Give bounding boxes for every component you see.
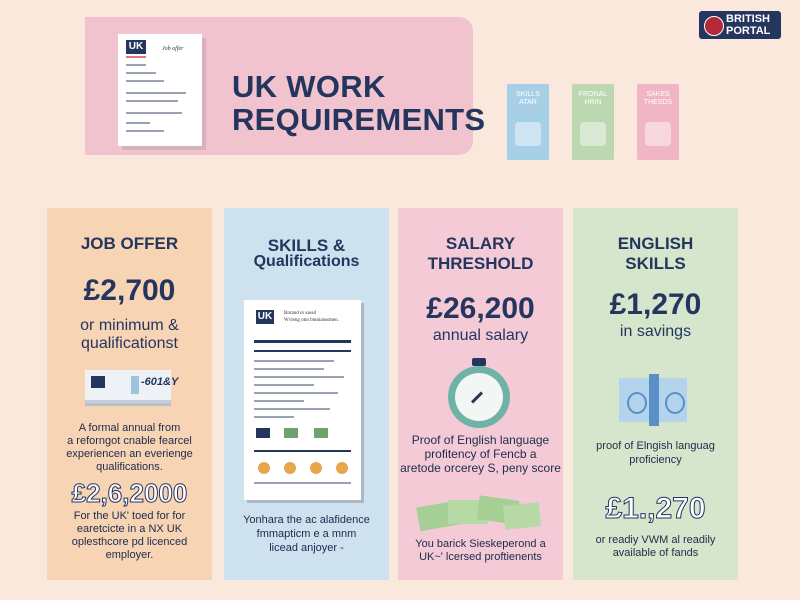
british-portal-logo[interactable]: [699, 11, 781, 39]
uk-logo: UK: [126, 40, 146, 54]
title-line-1: UK WORK: [232, 69, 386, 104]
book-title: SKILLS ATAR: [516, 91, 540, 106]
text-line: [254, 350, 351, 352]
text-line: [126, 64, 146, 66]
text-line: [254, 340, 351, 343]
uk-logo: UK: [257, 311, 273, 322]
text-line: [126, 72, 156, 74]
footnote-line: employer.: [105, 549, 154, 561]
book-frontal: [572, 84, 614, 160]
text-line: [126, 130, 164, 132]
text-line: [126, 80, 164, 82]
amount-secondary: £2,6,2000: [71, 478, 188, 508]
column-heading-line-2: THRESHOLD: [427, 254, 534, 273]
book-sakes: [637, 84, 679, 160]
text-line: [254, 416, 294, 418]
column-heading: SKILLS &: [267, 236, 346, 255]
open-book-icon: [515, 122, 541, 146]
subtitle-line-1: annual salary: [432, 327, 529, 344]
subtitle-line-1: in savings: [619, 323, 692, 340]
description-line: A formal annual from: [78, 422, 181, 434]
amount: £26,200: [426, 292, 535, 325]
column-english-skills: [573, 208, 738, 580]
savings-money-stack-icon: [619, 374, 687, 426]
column-heading: JOB OFFER: [80, 234, 179, 253]
footnote-line: earetcicte in a NX UK: [76, 523, 183, 535]
chart-icon: [284, 428, 298, 438]
banknotes-illustration: [85, 370, 179, 408]
description-line: qualifications.: [96, 461, 163, 473]
text-line: [126, 122, 150, 124]
column-heading: ENGLISH: [617, 234, 694, 253]
column-job-offer: [47, 208, 212, 580]
footnote-line: UK~' lcersed proftienents: [419, 551, 542, 563]
description-line: proficiency: [629, 454, 682, 466]
text-line: [126, 92, 186, 94]
document-label: Job offer: [162, 46, 184, 52]
document-label: Bnrand or sassd: [284, 311, 316, 316]
footnote-line: For the UK' toed for for: [73, 510, 186, 522]
person-icon: [284, 462, 296, 474]
qualifications-document-illustration: [244, 300, 361, 500]
stopwatch-icon: [448, 366, 510, 428]
footnote-line: You barick Sieskeperond a: [415, 538, 546, 550]
column-salary-threshold: [398, 208, 563, 580]
text-line: [254, 450, 351, 452]
text-line: [254, 368, 324, 370]
divider: [126, 56, 146, 58]
description-line: proof of Elngish languag: [596, 440, 715, 452]
column-heading-line-2: Qualifications: [253, 253, 360, 270]
text-line: [254, 392, 338, 394]
book-title: FRONAL HRIN: [578, 91, 608, 106]
column-heading: SALARY: [445, 234, 516, 253]
description-line: experiencen an everienge: [66, 448, 193, 460]
text-line: [254, 400, 304, 402]
globe-icon: [580, 122, 606, 146]
person-icon: [258, 462, 270, 474]
logo-line-2: PORTAL: [726, 25, 771, 37]
logo-line-1: BRITISH: [726, 13, 770, 25]
banknotes-illustration: [418, 496, 542, 532]
text-line: [254, 482, 351, 484]
description-line: Proof of English language: [411, 433, 550, 447]
description-line: profitency of Fencb a: [424, 447, 537, 461]
people-icon: [645, 122, 671, 146]
amount-secondary: £1.,270: [605, 492, 706, 525]
books-group: [504, 40, 704, 130]
column-skills-qualifications: [224, 208, 389, 580]
footnote-line: available of fands: [612, 547, 699, 559]
amount: £1,270: [609, 288, 702, 321]
amount: £2,700: [83, 274, 176, 307]
job-offer-document-illustration: [118, 34, 202, 146]
chart-icon: [314, 428, 328, 438]
text-line: [254, 408, 330, 410]
chart-icon: [256, 428, 270, 438]
text-line: [254, 376, 344, 378]
card-chip: [91, 376, 105, 388]
description-line: a reforngot cnable fearcel: [67, 435, 192, 447]
subtitle-line-1: or minimum &: [80, 317, 179, 334]
document-label: Wvleng otnt bmnianssmen.: [284, 318, 339, 323]
description-line: aretode orcerey S, peny score: [400, 461, 561, 475]
footnote-line: fmmapticm e a mnm: [256, 528, 357, 540]
text-line: [126, 100, 178, 102]
book-skills: [507, 84, 549, 160]
footnote-line: Yonhara the ac alafidence: [243, 514, 370, 526]
column-heading-line-2: SKILLS: [625, 254, 686, 273]
text-line: [254, 384, 314, 386]
text-line: [126, 112, 182, 114]
book-title: SAKES THESDS: [643, 91, 673, 106]
footnote-line: or readiy VWM al readily: [595, 534, 716, 546]
page-title: [232, 69, 486, 137]
text-line: [254, 360, 334, 362]
person-icon: [336, 462, 348, 474]
card-text: -601&Y: [141, 376, 179, 388]
title-line-2: REQUIREMENTS: [232, 102, 486, 137]
person-icon: [310, 462, 322, 474]
card-band: [131, 376, 139, 394]
footnote-line: licead anjoyer -: [269, 542, 344, 554]
union-flag-icon: [704, 16, 724, 36]
footnote-line: oplesthcore pd licenced: [71, 536, 188, 548]
subtitle-line-2: qualificationst: [81, 335, 178, 352]
